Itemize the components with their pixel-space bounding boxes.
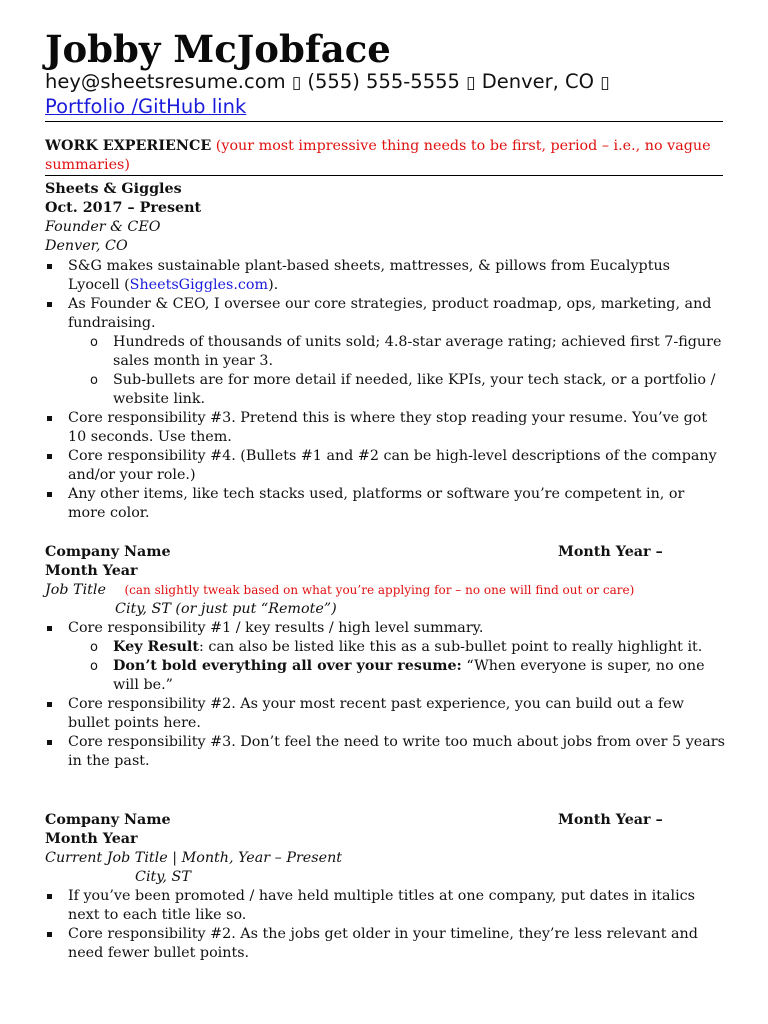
- sheetsgiggles-link[interactable]: SheetsGiggles.com: [129, 277, 269, 293]
- sub-list-item: o Don’t bold everything all over your resume: “When everyone is super, no one will be.”: [45, 657, 725, 695]
- job1-dates: Oct. 2017 – Present: [45, 200, 202, 216]
- email[interactable]: hey@sheetsresume.com: [45, 70, 286, 93]
- list-item: Core responsibility #2. As the jobs get older in your timeline, they’re less relevant and need fewer bullet points.: [45, 925, 725, 963]
- list-item: Core responsibility #3. Don’t feel the need to write too much about jobs from over 5 years in the past.: [45, 733, 725, 771]
- job3-company: Company Name: [45, 812, 171, 828]
- location: Denver, CO: [481, 70, 594, 93]
- divider: [45, 121, 723, 122]
- sub-list-item: o Sub-bullets are for more detail if needed, like KPIs, your tech stack, or a portfolio / website link.: [45, 371, 725, 409]
- job3-header: [45, 811, 725, 830]
- job2-header: [45, 543, 725, 562]
- job2-title: Job Title: [45, 582, 106, 598]
- sub-list-item: o Key Result: can also be listed like this as a sub-bullet point to really highlight it.: [45, 638, 725, 657]
- job2-dates-end: Month Year: [45, 563, 138, 579]
- portfolio-link[interactable]: Portfolio /GitHub link: [45, 95, 247, 118]
- section-heading: [45, 137, 715, 175]
- contact-line: [45, 70, 725, 95]
- job1-company: Sheets & Giggles: [45, 181, 182, 197]
- job1-bullets: [45, 257, 725, 523]
- list-item: Any other items, like tech stacks used, platforms or software you’re competent in, or more color.: [45, 485, 725, 523]
- job3-bullets: [45, 887, 725, 963]
- list-item: As Founder & CEO, I oversee our core strategies, product roadmap, ops, marketing, and fundraising.: [45, 295, 725, 333]
- job3-location: City, ST: [135, 869, 191, 885]
- job2-dates-start: Month Year –: [558, 544, 663, 560]
- section-title: WORK EXPERIENCE: [45, 138, 212, 154]
- list-item: S&G makes sustainable plant-based sheets, mattresses, & pillows from Eucalyptus Lyocell (SheetsGiggles.com).: [45, 257, 725, 295]
- divider: [45, 175, 723, 176]
- list-item: Core responsibility #2. As your most recent past experience, you can build out a few bullet points here.: [45, 695, 725, 733]
- job2-location: City, ST (or just put “Remote”): [115, 601, 337, 617]
- job2-company: Company Name: [45, 544, 171, 560]
- separator-glyph: ▯: [600, 73, 610, 93]
- list-item: If you’ve been promoted / have held multiple titles at one company, put dates in italics next to each title like so.: [45, 887, 725, 925]
- job2-title-line: [45, 581, 634, 600]
- job2-bullets: [45, 619, 725, 771]
- section-note: (your most impressive thing needs to be first, period – i.e., no vague summaries): [45, 138, 711, 173]
- list-item: Core responsibility #3. Pretend this is where they stop reading your resume. You’ve got 10 seconds. Use them.: [45, 409, 725, 447]
- list-item: Core responsibility #1 / key results / high level summary.: [45, 619, 725, 638]
- job1-location: Denver, CO: [45, 238, 128, 254]
- job3-title: Current Job Title | Month, Year – Present: [45, 850, 343, 866]
- job2-title-note: (can slightly tweak based on what you’re applying for – no one will find out or care): [124, 583, 635, 597]
- separator-glyph: ▯: [466, 73, 476, 93]
- sub-list-item: o Hundreds of thousands of units sold; 4.8-star average rating; achieved first 7-figure sales month in year 3.: [45, 333, 725, 371]
- job3-dates-start: Month Year –: [558, 812, 663, 828]
- phone: (555) 555-5555: [307, 70, 460, 93]
- separator-glyph: ▯: [291, 73, 302, 93]
- job1-title: Founder & CEO: [45, 219, 161, 235]
- job3-dates-end: Month Year: [45, 831, 138, 847]
- list-item: Core responsibility #4. (Bullets #1 and #2 can be high-level descriptions of the company and/or your role.): [45, 447, 725, 485]
- candidate-name: Jobby McJobface: [45, 27, 391, 71]
